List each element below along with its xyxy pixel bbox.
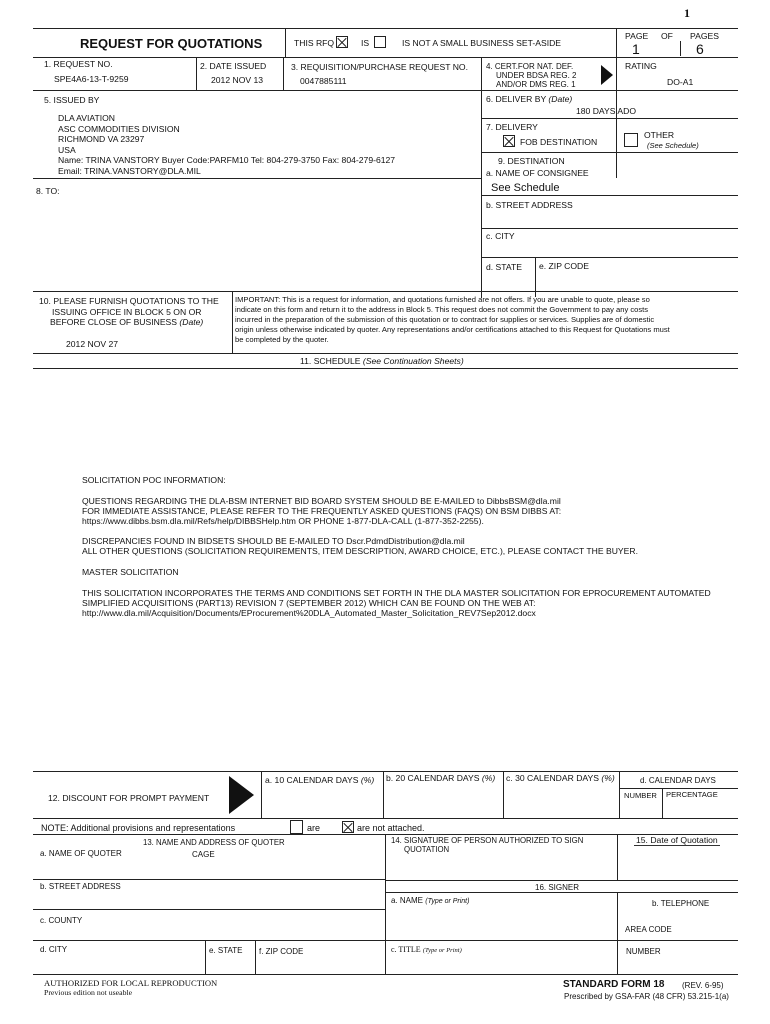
city-label: c. CITY [486,231,515,241]
deliver-by-label: 6. DELIVER BY (Date) [486,94,573,104]
cage-label: CAGE [192,850,215,859]
other-delivery-checkbox[interactable] [624,133,638,147]
rule [616,28,617,178]
fob-destination-checkbox[interactable] [503,135,515,147]
rule [33,291,738,292]
issued-by-line: RICHMOND VA 23297 [58,134,145,144]
state-label: d. STATE [486,262,522,272]
rule [33,974,738,975]
cert-line1: 4. CERT.FOR NAT. DEF. [486,62,574,71]
issued-by-line: DLA AVIATION [58,113,115,123]
zip-label: e. ZIP CODE [539,261,589,271]
rule [617,57,738,58]
quoter-zip-label: f. ZIP CODE [259,947,304,956]
issued-by-label: 5. ISSUED BY [44,95,100,105]
quoter-block-label: 13. NAME AND ADDRESS OF QUOTER [143,838,285,847]
requisition-value: 0047885111 [300,76,347,86]
rule [617,834,618,880]
schedule-text-line: QUESTIONS REGARDING THE DLA-BSM INTERNET BID BOARD SYSTEM SHOULD BE E-MAILED to DibbsBSM@dla.mil [82,496,561,506]
arrow-right-icon [229,776,254,814]
rule [619,788,738,789]
delivery-label: 7. DELIVERY [486,122,538,132]
page-label: PAGE [625,31,649,41]
signer-title-label: c. TITLE (Type or Print) [391,945,462,954]
signature-label-line2: QUOTATION [404,845,450,854]
consignee-value: See Schedule [491,182,560,194]
rule [385,880,738,881]
rule [385,940,738,941]
issued-by-line: ASC COMMODITIES DIVISION [58,123,180,134]
revision: (REV. 6-95) [682,981,724,990]
rating-value: DO-A1 [667,77,694,87]
important-line: incurred in the preparation of the submission of this quotation or to contract for supplies or services. Supplies are of domestic [235,315,655,324]
date-issued-label: 2. DATE ISSUED [200,61,267,71]
rule [481,90,738,91]
rule [261,771,262,818]
request-no-value: SPE4A6-13-T-9259 [54,74,129,84]
rfq-is-label: IS [361,38,370,48]
issued-by-line: Name: TRINA VANSTORY Buyer Code:PARFM10 Tel: 804-279-3750 Fax: 804-279-6127 [58,155,396,165]
quoter-street-label: b. STREET ADDRESS [40,882,121,891]
schedule-text-line: ALL OTHER QUESTIONS (SOLICITATION REQUIREMENTS, ITEM DESCRIPTION, AWARD CHOICE, ETC.), PLEASE CONTACT THE BUYER. [82,546,638,556]
signer-name-label: a. NAME (Type or Print) [391,896,470,905]
quoter-state-label: e. STATE [209,946,243,955]
schedule-text-line: DISCREPANCIES FOUND IN BIDSETS SHOULD BE E-MAILED TO Dscr.PdmdDistribution@dla.mil [82,536,465,546]
rule [283,57,284,90]
issued-by-line: Email: TRINA.VANSTORY@DLA.MIL [58,165,201,176]
set-aside-label: IS NOT A SMALL BUSINESS SET-ASIDE [402,38,562,48]
consignee-label: a. NAME OF CONSIGNEE [486,168,589,178]
page-number: 1 [684,6,690,20]
schedule-text-line: SIMPLIFIED ACQUISITIONS (PART13) REVISION 7 (SEPTEMBER 2012) WHICH CAN BE FOUND ON THE WEB AT: [82,598,536,608]
important-notice [235,295,670,345]
rule [481,195,738,196]
furnish-quotations [39,296,219,328]
arrow-right-icon [601,65,613,85]
quoter-name-label: a. NAME OF QUOTER [40,849,122,858]
discount-number-label: NUMBER [624,791,657,800]
rule [232,291,233,353]
rule [33,57,616,58]
schedule-label: 11. SCHEDULE (See Continuation Sheets) [300,356,464,366]
other-label: OTHER [644,130,675,140]
rfq-is-checkbox[interactable] [374,36,386,48]
date-of-quotation-label: 15. Date of Quotation [636,835,718,845]
rule [617,892,618,974]
furnish-line: 10. PLEASE FURNISH QUOTATIONS TO THE [39,296,219,306]
see-schedule-note: (See Schedule) [647,141,699,150]
provisions-are-not-checkbox[interactable] [342,821,354,833]
schedule-text-line: SOLICITATION POC INFORMATION: [82,475,226,485]
schedule-text-line: FOR IMMEDIATE ASSISTANCE, PLEASE REFER TO THE FREQUENTLY ASKED QUESTIONS (FAQS) ON BSM DIBBS AT: [82,506,562,516]
area-code-label: AREA CODE [625,925,672,934]
discount-days-label: d. CALENDAR DAYS [640,776,716,785]
form-title: REQUEST FOR QUOTATIONS [80,36,263,51]
rule [33,818,738,819]
rfq-label: THIS RFQ [294,38,335,48]
page-value: 1 [632,41,640,57]
important-line: origin unless otherwise indicated by quoter. Any representations and/or certifications attached to this Request for Quotations must [235,325,670,334]
discount-20-label: b. 20 CALENDAR DAYS (%) [386,773,496,783]
issued-by-line: USA [58,144,76,155]
rule [33,909,385,910]
rule [481,118,738,119]
rule [662,788,663,818]
important-line: IMPORTANT: This is a request for information, and quotations furnished are not offers. If you are unable to quote, please so [235,295,650,304]
rule [33,90,481,91]
previous-edition: Previous edition not useable [44,988,133,997]
pages-value: 6 [696,41,704,57]
quoter-county-label: c. COUNTY [40,916,83,925]
rule [481,57,482,298]
important-line: indicate on this form and return it to the address in Block 5. This request does not commit the Government to pay any costs [235,305,649,314]
rule [481,228,738,229]
underline [634,845,720,846]
rule [33,368,738,369]
to-label: 8. TO: [36,186,60,196]
pages-label: PAGES [690,31,719,41]
local-reproduction: AUTHORIZED FOR LOCAL REPRODUCTION [44,978,218,988]
rule [33,28,738,29]
rule [255,940,256,974]
rule [383,771,384,818]
schedule-text-line: THIS SOLICITATION INCORPORATES THE TERMS AND CONDITIONS SET FORTH IN THE DLA MASTER SOLICITATION FOR EPROCUREMENT AUTOMATED [82,588,711,598]
destination-label: 9. DESTINATION [498,156,565,166]
rule [385,834,386,974]
provisions-are-not-label: are not attached. [357,823,425,833]
quotation-due-date: 2012 NOV 27 [66,339,119,349]
rule [619,771,620,818]
rule [33,771,738,772]
standard-form: STANDARD FORM 18 [563,979,665,990]
rule [196,57,197,90]
deliver-by-value: 180 DAYS ADO [576,106,637,116]
note-label: NOTE: Additional provisions and representations [41,823,236,833]
schedule-text-line: MASTER SOLICITATION [82,567,179,577]
rule [205,940,206,974]
rule [33,353,738,354]
important-line: be completed by the quoter. [235,335,329,344]
furnish-line: BEFORE CLOSE OF BUSINESS (Date) [50,317,204,327]
discount-percentage-label: PERCENTAGE [666,790,718,799]
rule [481,257,738,258]
request-no-label: 1. REQUEST NO. [44,59,113,69]
discount-10-label: a. 10 CALENDAR DAYS (%) [265,775,375,785]
date-issued-value: 2012 NOV 13 [211,75,264,85]
phone-number-label: NUMBER [626,947,661,956]
cert-line3: AND/OR DMS REG. 1 [496,80,576,89]
discount-30-label: c. 30 CALENDAR DAYS (%) [506,773,615,783]
rule [503,771,504,818]
rule [33,940,385,941]
issued-by-address [58,113,395,176]
rating-label: RATING [625,61,657,71]
cert-line2: UNDER BDSA REG. 2 [496,71,577,80]
telephone-label: b. TELEPHONE [652,899,710,908]
prescribed-by: Prescribed by GSA-FAR (48 CFR) 53.215-1(a) [564,992,729,1001]
prompt-payment-label: 12. DISCOUNT FOR PROMPT PAYMENT [48,793,210,803]
requisition-label: 3. REQUISITION/PURCHASE REQUEST NO. [291,62,468,72]
signature-label: 14. SIGNATURE OF PERSON AUTHORIZED TO SIGN [391,836,584,845]
rfq-is-not-checkbox[interactable] [336,36,348,48]
street-address-label: b. STREET ADDRESS [486,200,573,210]
provisions-are-checkbox[interactable] [290,820,303,834]
quoter-city-label: d. CITY [40,945,68,954]
rule [33,178,481,179]
of-label: OF [661,31,673,41]
provisions-are-label: are [307,823,321,833]
schedule-text-line: https://www.dibbs.bsm.dla.mil/Refs/help/DIBBSHelp.htm OR PHONE 1-877-DLA-CALL (1-877-352-2255). [82,516,484,526]
rule [680,41,681,56]
rule [285,28,286,57]
rule [33,879,385,880]
schedule-text-line: http://www.dla.mil/Acquisition/Documents/EProcurement%20DLA_Automated_Master_Solicitation_REV7Sep2012.docx [82,608,536,618]
rule [481,152,738,153]
signer-label: 16. SIGNER [535,883,580,892]
furnish-line: ISSUING OFFICE IN BLOCK 5 ON OR [52,306,202,317]
fob-destination-label: FOB DESTINATION [520,137,598,147]
